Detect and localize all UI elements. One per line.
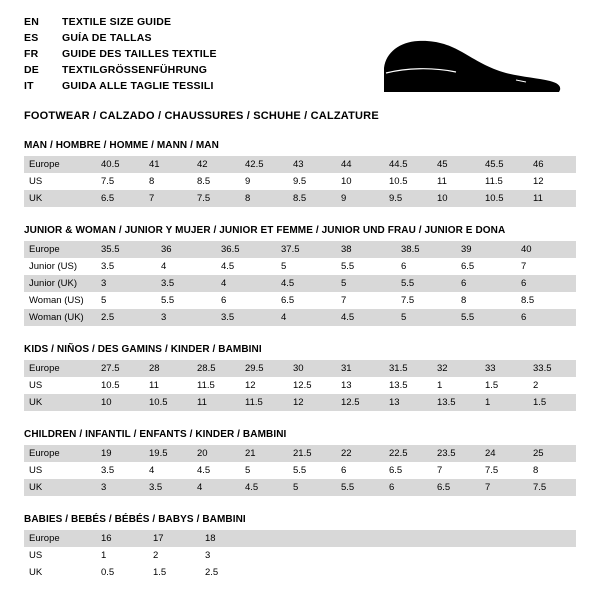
- cell: 11: [437, 176, 447, 187]
- cell: 44: [336, 156, 384, 173]
- cell: 13.5: [389, 380, 408, 391]
- section-junior-woman: [24, 225, 576, 326]
- cell: 4.5: [276, 275, 336, 292]
- cell: 7.5: [192, 190, 240, 207]
- cell: 2.5: [96, 309, 156, 326]
- table-row: [24, 156, 576, 173]
- cell: 31: [336, 360, 384, 377]
- language-code: EN: [24, 16, 39, 28]
- cell: 20: [192, 445, 240, 462]
- size-table-kids: [24, 360, 576, 411]
- table-row: [24, 190, 576, 207]
- cell: 10: [96, 394, 144, 411]
- cell: 4: [192, 479, 240, 496]
- cell: 9: [245, 176, 251, 187]
- section-kids: [24, 344, 576, 411]
- cell: 19: [96, 445, 144, 462]
- table-row: [24, 258, 576, 275]
- cell: 33: [480, 360, 528, 377]
- cell: 10.5: [144, 394, 192, 411]
- row-label: US: [29, 380, 43, 391]
- dress-shoe-icon: [376, 28, 566, 100]
- page-subtitle: FOOTWEAR / CALZADO / CHAUSSURES / SCHUHE / CALZATURE: [24, 110, 379, 122]
- table-row: [24, 564, 576, 581]
- cell: 10.5: [389, 176, 408, 187]
- section-title: BABIES / BEBÉS / BÉBÉS / BABYS / BAMBINI: [24, 514, 246, 525]
- cell: 43: [288, 156, 336, 173]
- table-row: [24, 462, 576, 479]
- table-row: [24, 309, 576, 326]
- cell: 9.5: [384, 190, 432, 207]
- cell: 12: [288, 394, 336, 411]
- cell: 7: [341, 295, 347, 306]
- cell: 5: [101, 295, 107, 306]
- cell: 21.5: [288, 445, 336, 462]
- section-title: CHILDREN / INFANTIL / ENFANTS / KINDER / BAMBINI: [24, 429, 287, 440]
- cell: 6.5: [389, 465, 403, 476]
- cell: 7: [521, 261, 527, 272]
- cell-empty: [252, 547, 576, 564]
- language-code: FR: [24, 48, 39, 60]
- cell: 46: [528, 156, 576, 173]
- table-row: [24, 530, 576, 547]
- cell: 39: [456, 241, 516, 258]
- cell: 5.5: [336, 479, 384, 496]
- cell: 10.5: [480, 190, 528, 207]
- cell: 3: [156, 309, 216, 326]
- language-title: TEXTILE SIZE GUIDE: [62, 16, 172, 28]
- cell: 7: [144, 190, 192, 207]
- cell: 6.5: [281, 295, 295, 306]
- cell: 27.5: [96, 360, 144, 377]
- cell: 3.5: [144, 479, 192, 496]
- cell: 6.5: [432, 479, 480, 496]
- cell: 0.5: [101, 567, 115, 578]
- row-label: Europe: [24, 156, 96, 173]
- cell: 11: [192, 394, 240, 411]
- cell: 5.5: [456, 309, 516, 326]
- section-title: MAN / HOMBRE / HOMME / MANN / MAN: [24, 140, 219, 151]
- cell: 13: [384, 394, 432, 411]
- cell: 32: [432, 360, 480, 377]
- cell: 4.5: [197, 465, 211, 476]
- table-row: [24, 377, 576, 394]
- table-row: [24, 479, 576, 496]
- size-table-junior-woman: [24, 241, 576, 326]
- cell: 45.5: [480, 156, 528, 173]
- cell: 9: [336, 190, 384, 207]
- size-table-man: [24, 156, 576, 207]
- row-label: UK: [24, 190, 96, 207]
- cell: 3: [96, 275, 156, 292]
- cell: 38.5: [396, 241, 456, 258]
- cell: 12.5: [293, 380, 312, 391]
- cell: 45: [432, 156, 480, 173]
- cell: 5.5: [161, 295, 175, 306]
- cell: 19.5: [144, 445, 192, 462]
- cell: 17: [148, 530, 200, 547]
- row-label: Woman (US): [29, 295, 84, 306]
- cell: 21: [240, 445, 288, 462]
- cell: 7.5: [101, 176, 115, 187]
- language-title: TEXTILGRÖSSENFÜHRUNG: [62, 64, 208, 76]
- cell: 6: [341, 465, 347, 476]
- table-row: [24, 394, 576, 411]
- cell: 29.5: [240, 360, 288, 377]
- language-row: [24, 48, 217, 64]
- cell: 5.5: [293, 465, 307, 476]
- section-title: JUNIOR & WOMAN / JUNIOR Y MUJER / JUNIOR ET FEMME / JUNIOR UND FRAU / JUNIOR E DONA: [24, 225, 506, 236]
- row-label: US: [29, 176, 43, 187]
- cell: 25: [528, 445, 576, 462]
- cell: 40.5: [96, 156, 144, 173]
- language-title: GUIDA ALLE TAGLIE TESSILI: [62, 80, 214, 92]
- cell: 7: [480, 479, 528, 496]
- cell: 16: [96, 530, 148, 547]
- cell: 4: [276, 309, 336, 326]
- cell: 6: [384, 479, 432, 496]
- cell: 5: [281, 261, 287, 272]
- cell: 10.5: [101, 380, 120, 391]
- cell: 11: [149, 380, 159, 391]
- cell: 8: [533, 465, 539, 476]
- cell: 1: [101, 550, 107, 561]
- cell-empty: [252, 530, 576, 547]
- language-code: ES: [24, 32, 39, 44]
- row-label: Europe: [24, 241, 96, 258]
- cell: 1: [480, 394, 528, 411]
- cell: 6.5: [96, 190, 144, 207]
- cell: 12: [533, 176, 544, 187]
- cell: 31.5: [384, 360, 432, 377]
- language-title: GUÍA DE TALLAS: [62, 32, 152, 44]
- size-table-children: [24, 445, 576, 496]
- language-title-table: [24, 16, 217, 96]
- cell: 42.5: [240, 156, 288, 173]
- cell: 11.5: [485, 176, 503, 187]
- section-title: KIDS / NIÑOS / DES GAMINS / KINDER / BAMBINI: [24, 344, 262, 355]
- cell: 1: [437, 380, 443, 391]
- cell: 4: [149, 465, 155, 476]
- table-row: [24, 292, 576, 309]
- cell: 1.5: [528, 394, 576, 411]
- cell: 5: [396, 309, 456, 326]
- cell: 38: [336, 241, 396, 258]
- language-row: [24, 32, 217, 48]
- language-title: GUIDE DES TAILLES TEXTILE: [62, 48, 217, 60]
- row-label: Woman (UK): [24, 309, 96, 326]
- table-row: [24, 360, 576, 377]
- cell: 3.5: [101, 261, 115, 272]
- cell: 10: [432, 190, 480, 207]
- cell: 8: [240, 190, 288, 207]
- cell: 5: [336, 275, 396, 292]
- cell: 6: [516, 275, 576, 292]
- cell: 28: [144, 360, 192, 377]
- cell: 11.5: [240, 394, 288, 411]
- cell: 12: [245, 380, 256, 391]
- cell: 6: [221, 295, 227, 306]
- cell: 1.5: [485, 380, 499, 391]
- cell: 3.5: [156, 275, 216, 292]
- cell: 6: [516, 309, 576, 326]
- row-label: US: [29, 465, 43, 476]
- row-label: UK: [24, 479, 96, 496]
- cell: 4: [161, 261, 167, 272]
- cell: 18: [200, 530, 252, 547]
- language-code: IT: [24, 80, 34, 92]
- cell: 40: [516, 241, 576, 258]
- cell: 5.5: [341, 261, 355, 272]
- row-label: UK: [24, 394, 96, 411]
- cell: 4.5: [221, 261, 235, 272]
- cell: 5: [288, 479, 336, 496]
- cell: 36.5: [216, 241, 276, 258]
- cell-empty: [252, 564, 576, 581]
- cell: 5.5: [396, 275, 456, 292]
- cell: 7.5: [528, 479, 576, 496]
- table-row: [24, 241, 576, 258]
- cell: 2.5: [205, 567, 219, 578]
- cell: 22: [336, 445, 384, 462]
- cell: 4.5: [336, 309, 396, 326]
- cell: 8.5: [197, 176, 211, 187]
- cell: 4: [216, 275, 276, 292]
- row-label: US: [29, 550, 43, 561]
- cell: 3: [96, 479, 144, 496]
- table-row: [24, 173, 576, 190]
- row-label: Europe: [24, 445, 96, 462]
- cell: 3.5: [101, 465, 115, 476]
- row-label: Junior (US): [29, 261, 78, 272]
- table-row: [24, 547, 576, 564]
- size-table-babies: [24, 530, 576, 581]
- cell: 8: [461, 295, 467, 306]
- cell: 28.5: [192, 360, 240, 377]
- section-man: [24, 140, 576, 207]
- cell: 23.5: [432, 445, 480, 462]
- page-header: [24, 16, 576, 122]
- language-row: [24, 80, 217, 96]
- cell: 36: [156, 241, 216, 258]
- cell: 6: [456, 275, 516, 292]
- cell: 41: [144, 156, 192, 173]
- cell: 42: [192, 156, 240, 173]
- cell: 24: [480, 445, 528, 462]
- section-children: [24, 429, 576, 496]
- table-row: [24, 445, 576, 462]
- cell: 11: [528, 190, 576, 207]
- cell: 2: [153, 550, 159, 561]
- cell: 4.5: [240, 479, 288, 496]
- cell: 6: [401, 261, 407, 272]
- row-label: Europe: [24, 530, 96, 547]
- cell: 30: [288, 360, 336, 377]
- cell: 7.5: [485, 465, 499, 476]
- cell: 3: [205, 550, 211, 561]
- cell: 2: [533, 380, 539, 391]
- cell: 6.5: [461, 261, 475, 272]
- cell: 5: [245, 465, 251, 476]
- cell: 8.5: [521, 295, 535, 306]
- cell: 10: [341, 176, 352, 187]
- row-label: UK: [29, 567, 43, 578]
- cell: 8.5: [288, 190, 336, 207]
- cell: 3.5: [216, 309, 276, 326]
- cell: 7: [437, 465, 443, 476]
- cell: 8: [149, 176, 155, 187]
- row-label: Junior (UK): [24, 275, 96, 292]
- cell: 1.5: [153, 567, 167, 578]
- cell: 35.5: [96, 241, 156, 258]
- cell: 13: [341, 380, 352, 391]
- cell: 22.5: [384, 445, 432, 462]
- cell: 44.5: [384, 156, 432, 173]
- language-code: DE: [24, 64, 39, 76]
- row-label: Europe: [24, 360, 96, 377]
- section-babies: [24, 514, 576, 581]
- table-row: [24, 275, 576, 292]
- cell: 9.5: [293, 176, 307, 187]
- cell: 12.5: [336, 394, 384, 411]
- cell: 37.5: [276, 241, 336, 258]
- cell: 13.5: [432, 394, 480, 411]
- language-row: [24, 64, 217, 80]
- cell: 33.5: [528, 360, 576, 377]
- language-row: [24, 16, 217, 32]
- cell: 7.5: [401, 295, 415, 306]
- cell: 11.5: [197, 380, 215, 391]
